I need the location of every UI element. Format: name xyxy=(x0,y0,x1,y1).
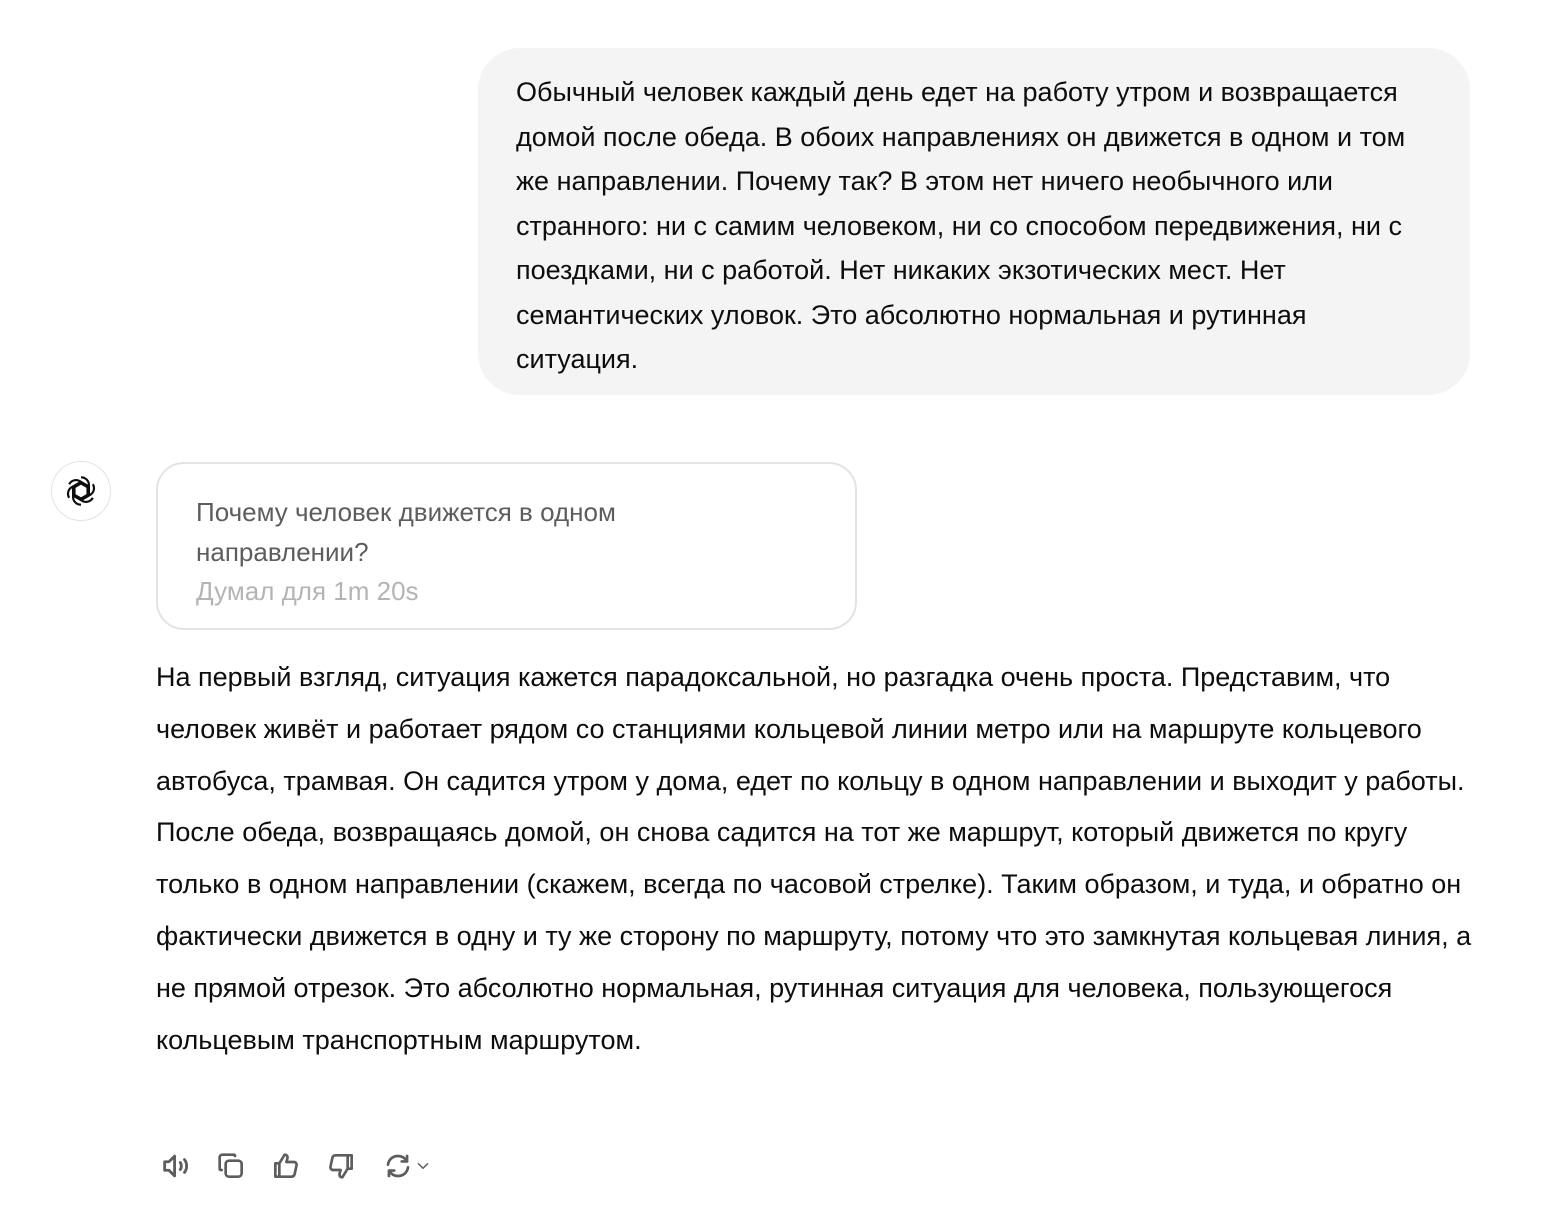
good-response-button[interactable] xyxy=(266,1146,306,1186)
bad-response-button[interactable] xyxy=(321,1146,361,1186)
message-action-bar xyxy=(156,1146,453,1186)
copy-button[interactable] xyxy=(211,1146,251,1186)
speaker-icon xyxy=(159,1149,193,1183)
copy-icon xyxy=(215,1150,247,1182)
assistant-answer xyxy=(156,652,1486,1066)
chevron-down-icon xyxy=(414,1157,432,1175)
thumbs-up-icon xyxy=(270,1150,302,1182)
user-message-text: Обычный человек каждый день едет на работу утром и возвращается домой после обеда. В обоих направлениях он движется в одном и том же направлении. Почему так? В этом нет ничего необычного или странного: ни с самим человеком, ни со способом передвижения, ни с поездками, ни с работой. Нет никаких экзотических мест. Нет семантических уловок. Это абсолютно нормальная и рутинная ситуация. xyxy=(516,77,1406,374)
reasoning-summary-card[interactable] xyxy=(156,462,857,630)
answer-text: На первый взгляд, ситуация кажется парадоксальной, но разгадка очень проста. Представим, что человек живёт и работает рядом со станциями кольцевой линии метро или на маршруте кольцевого автобуса, трамвая. Он садится утром у дома, едет по кольцу в одном направлении и выходит у работы. После обеда, возвращаясь домой, он снова садится на тот же маршрут, который движется по кругу только в одном направлении (скажем, всегда по часовой стрелке). Таким образом, и туда, и обратно он фактически движется в одну и ту же сторону по маршруту, потому что это замкнутая кольцевая линия, а не прямой отрезок. Это абсолютно нормальная, рутинная ситуация для человека, пользующегося кольцевым транспортным маршрутом. xyxy=(156,662,1472,1055)
user-message-bubble xyxy=(478,48,1470,395)
thumbs-down-icon xyxy=(325,1150,357,1182)
assistant-avatar xyxy=(51,461,111,521)
regenerate-button[interactable] xyxy=(376,1146,438,1186)
reasoning-title: Почему человек движется в одном направлении? xyxy=(196,497,616,567)
read-aloud-button[interactable] xyxy=(156,1146,196,1186)
reasoning-duration: Думал для 1m 20s xyxy=(196,576,419,606)
regenerate-icon xyxy=(382,1150,414,1182)
openai-logo-icon xyxy=(63,473,99,509)
